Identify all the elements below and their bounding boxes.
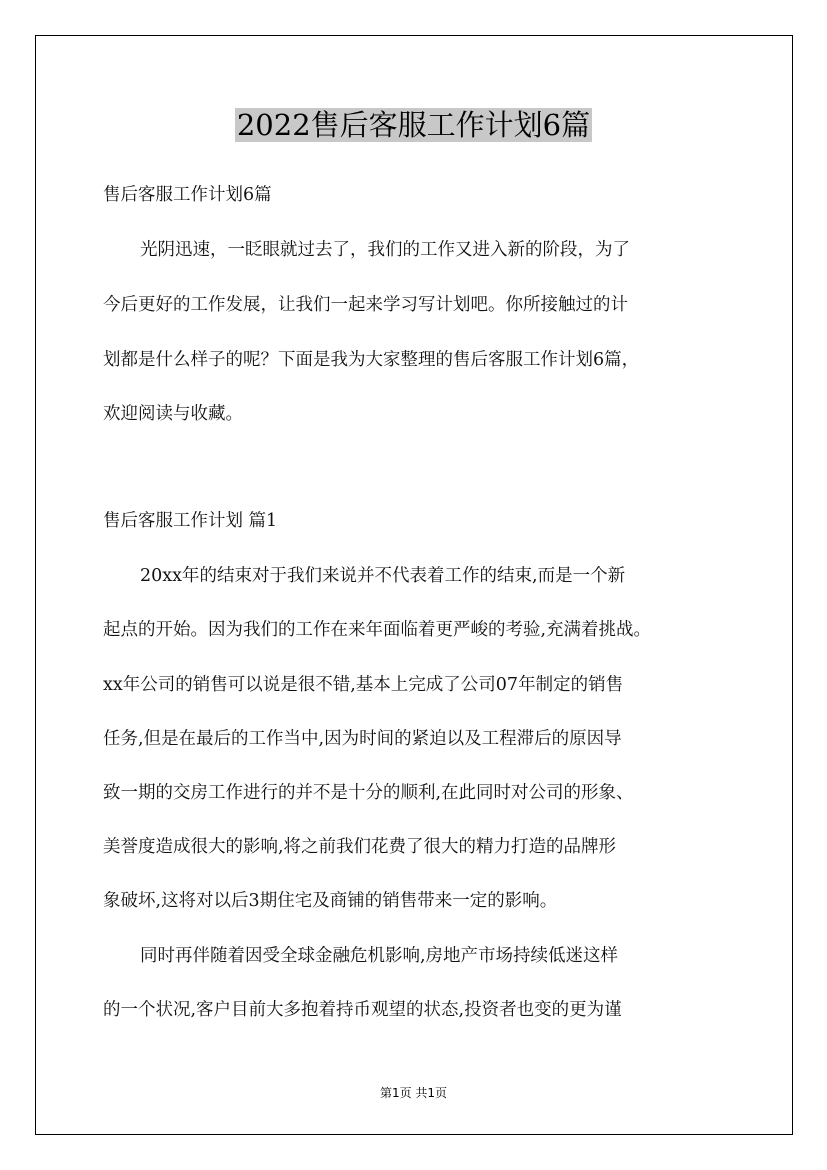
intro-line-4: 欢迎阅读与收藏。 [103, 404, 243, 424]
body-line-8: 同时再伴随着因受全球金融危机影响,房地产市场持续低迷这样 [140, 946, 619, 966]
body-line-6: 美誉度造成很大的影响,将之前我们花费了很大的精力打造的品牌形 [103, 837, 617, 857]
body-line-9: 的一个状况,客户目前大多抱着持币观望的状态,投资者也变的更为谨 [103, 1000, 622, 1020]
intro-line-1: 光阴迅速，一眨眼就过去了，我们的工作又进入新的阶段，为了 [140, 240, 630, 260]
body-line-5: 致一期的交房工作进行的并不是十分的顺利,在此同时对公司的形象、 [103, 783, 634, 803]
page-number: 第1页 共1页 [379, 1086, 448, 1100]
body-line-2: 起点的开始。因为我们的工作在来年面临着更严峻的考验,充满着挑战。 [103, 620, 652, 640]
document-title: 2022售后客服工作计划6篇 [236, 108, 591, 142]
subtitle: 售后客服工作计划6篇 [103, 185, 272, 205]
body-line-1: 20xx年的结束对于我们来说并不代表着工作的结束,而是一个新 [140, 566, 626, 586]
intro-line-2: 今后更好的工作发展，让我们一起来学习写计划吧。你所接触过的计 [103, 295, 628, 315]
body-line-7: 象破坏,这将对以后3期住宅及商铺的销售带来一定的影响。 [103, 891, 558, 911]
intro-line-3: 划都是什么样子的呢？下面是我为大家整理的售后客服工作计划6篇， [103, 350, 640, 370]
body-line-3: xx年公司的销售可以说是很不错,基本上完成了公司07年制定的销售 [103, 675, 624, 695]
section-heading: 售后客服工作计划 篇1 [103, 511, 278, 531]
body-line-4: 任务,但是在最后的工作当中,因为时间的紧迫以及工程滞后的原因导 [103, 729, 622, 749]
